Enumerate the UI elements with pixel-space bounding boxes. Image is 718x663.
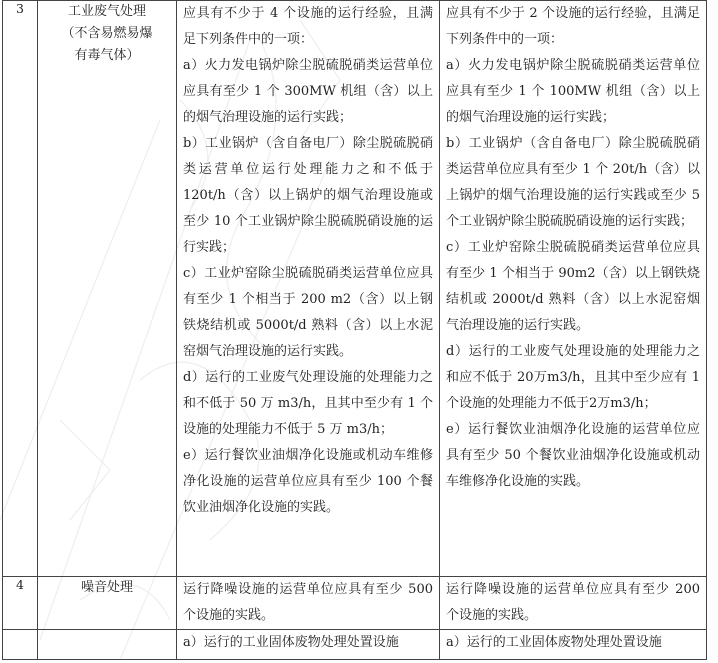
table-row: [3, 630, 707, 660]
requirement-paragraph: d）运行的工业废气处理设施的处理能力之和不低于 50 万 m3/h，且其中至少有 1 个设施的处理能力不低于 5 万 m3/h；: [183, 370, 433, 437]
table-row: [3, 577, 707, 630]
requirement-paragraph: 运行降噪设施的运营单位应具有至少 500 个设施的实践。: [183, 582, 433, 623]
level-two-requirement-cell: [440, 630, 707, 660]
treatment-type-cell: [38, 630, 177, 660]
treatment-type-line: （不含易燃易爆: [61, 26, 153, 41]
treatment-type-cell: [38, 577, 177, 630]
requirement-paragraph: 应具有不少于 2 个设施的运行经验，且满足下列条件中的一项：: [446, 6, 700, 47]
requirement-paragraph: a）火力发电锅炉除尘脱硫脱硝类运营单位应具有至少 1 个 300MW 机组（含）以上的烟气治理设施的运行实践；: [183, 58, 433, 125]
treatment-type-cell: [38, 1, 177, 577]
treatment-type-line: 噪音处理: [80, 580, 133, 595]
treatment-type-line: 有毒气体）: [74, 48, 140, 63]
standards-table: [2, 0, 707, 660]
requirement-paragraph: a）运行的工业固体废物处理处置设施: [183, 635, 399, 650]
level-two-requirement-cell: [440, 577, 707, 630]
requirement-paragraph: d）运行的工业废气处理设施的处理能力之和应不低于 20万m3/h，且其中至少应有 1 个设施的处理能力不低于2万m3/h；: [446, 344, 700, 411]
level-one-requirement-cell: [177, 1, 440, 577]
row-number-cell: 4: [3, 577, 38, 630]
requirement-paragraph: b）工业锅炉（含自备电厂）除尘脱硫脱硝类运营单位运行处理能力之和不低于 120t/h（含）以上锅炉的烟气治理设施或至少 10 个工业锅炉除尘脱硫脱硝设施的运行实践；: [183, 136, 433, 255]
requirement-paragraph: e）运行餐饮业油烟净化设施的运营单位应具有至少 50 个餐饮业油烟净化设施或机动车维修净化设施的实践。: [446, 422, 700, 489]
row-number-cell: 3: [3, 1, 38, 577]
table-row: [3, 1, 707, 577]
level-two-requirement-cell: [440, 1, 707, 577]
requirement-paragraph: 应具有不少于 4 个设施的运行经验，且满足下列条件中的一项：: [183, 6, 433, 47]
row-number-cell: [3, 630, 38, 660]
requirement-paragraph: a）火力发电锅炉除尘脱硫脱硝类运营单位应具有至少 1 个 100MW 机组（含）以上的烟气治理设施的运行实践；: [446, 58, 700, 125]
level-one-requirement-cell: [177, 630, 440, 660]
level-one-requirement-cell: [177, 577, 440, 630]
requirement-paragraph: 运行降噪设施的运营单位应具有至少 200 个设施的实践。: [446, 582, 700, 623]
requirement-paragraph: a）运行的工业固体废物处理处置设施: [446, 635, 662, 650]
requirement-paragraph: e）运行餐饮业油烟净化设施或机动车维修净化设施的运营单位应具有至少 100 个餐饮业油烟净化设施的实践。: [183, 448, 433, 515]
requirement-paragraph: c）工业炉窑除尘脱硫脱硝类运营单位应具有至少 1 个相当于 90m2（含）以上钢铁烧结机或 2000t/d 熟料（含）以上水泥窑烟气治理设施的运行实践。: [446, 240, 700, 333]
requirement-paragraph: c）工业炉窑除尘脱硫脱硝类运营单位应具有至少 1 个相当于 200 m2（含）以上钢铁烧结机或 5000t/d 熟料（含）以上水泥窑烟气治理设施的运行实践。: [183, 266, 433, 359]
treatment-type-line: 工业废气处理: [67, 4, 146, 19]
requirement-paragraph: b）工业锅炉（含自备电厂）除尘脱硫脱硝类运营单位应具有至少 1 个 20t/h（含）以上锅炉的烟气治理设施的运行实践或至少 5 个工业锅炉除尘脱硫脱硝设施的运行实践；: [446, 136, 700, 229]
